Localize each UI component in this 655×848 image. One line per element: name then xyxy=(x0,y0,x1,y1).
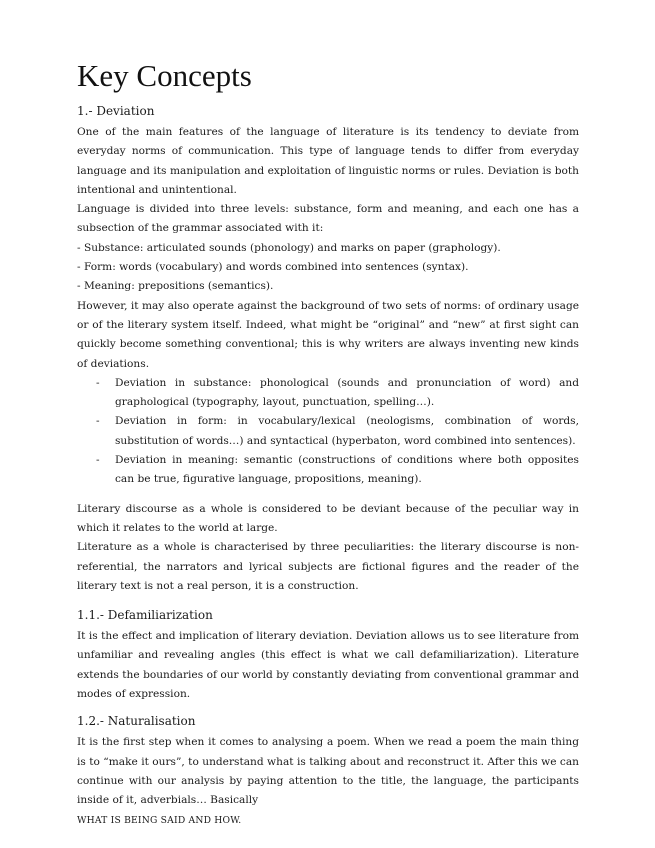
section-heading-deviation: 1.- Deviation xyxy=(77,104,155,118)
paragraph-literary-discourse: Literary discourse as a whole is considered to be deviant because of the peculiar way in which it relates to the world at large. xyxy=(77,502,579,534)
list-item-text: Deviation in form: in vocabulary/lexical (neologisms, combination of words, substitution of words…) and syntactical (hyperbaton, word combined into sentences). xyxy=(115,415,579,447)
paragraph-norms: However, it may also operate against the background of two sets of norms: of ordinary usage or of the literary system itself. Indeed, what might be “original” and “new” at first sight can quickly become something conventional; this is why writers are always inventing new kinds of deviations. xyxy=(77,299,579,370)
deviation-types-list xyxy=(77,374,579,490)
paragraph-language-levels: Language is divided into three levels: substance, form and meaning, and each one has a subsection of the grammar associated with it: xyxy=(77,203,579,235)
list-item-text: Deviation in meaning: semantic (constructions of conditions where both opposites can be true, figurative language, propositions, meaning). xyxy=(115,454,579,486)
paragraph-deviation-intro: One of the main features of the language of literature is its tendency to deviate from everyday norms of communication. This type of language tends to differ from everyday language and its manipulation and exploitation of linguistic norms or rules. Deviation is both intentional and unintentional. xyxy=(77,126,579,196)
document-page xyxy=(77,56,579,830)
section-heading-naturalisation: 1.2.- Naturalisation xyxy=(77,714,196,729)
levels-list xyxy=(77,239,579,297)
page-title: Key Concepts xyxy=(77,58,252,93)
paragraph-defamiliarization: It is the effect and implication of literary deviation. Deviation allows us to see literature from unfamiliar and revealing angles (this effect is what we call defamiliarization). Literature extends the boundaries of our world by constantly deviating from conventional grammar and modes of expression. xyxy=(77,630,579,701)
naturalisation-caps: WHAT IS BEING SAID AND HOW. xyxy=(77,814,242,826)
list-item xyxy=(77,451,579,490)
list-item-text: Deviation in substance: phonological (sounds and pronunciation of word) and graphological (typography, layout, punctuation, spelling…). xyxy=(115,376,579,409)
list-item xyxy=(77,412,579,451)
level-meaning: - Meaning: prepositions (semantics). xyxy=(77,280,274,293)
dash-bullet: - xyxy=(96,454,100,467)
paragraph-peculiarities: Literature as a whole is characterised by three peculiarities: the literary discourse is non-referential, the narrators and lyrical subjects are fictional figures and the reader of the literary text is not a real person, it is a construction. xyxy=(77,541,579,592)
naturalisation-text: It is the first step when it comes to analysing a poem. When we read a poem the main thing is to “make it ours”, to understand what is talking about and reconstruct it. After this we can continue with our analysis by paying attention to the title, the language, the participants inside of it, adverbials… Basically xyxy=(77,736,579,807)
level-substance: - Substance: articulated sounds (phonology) and marks on paper (graphology). xyxy=(77,241,501,254)
level-form: - Form: words (vocabulary) and words combined into sentences (syntax). xyxy=(77,261,469,274)
section-heading-defamiliarization: 1.1.- Defamiliarization xyxy=(77,608,213,623)
list-item xyxy=(77,374,579,413)
dash-bullet: - xyxy=(96,376,100,389)
paragraph-naturalisation xyxy=(77,733,579,829)
dash-bullet: - xyxy=(96,415,100,428)
